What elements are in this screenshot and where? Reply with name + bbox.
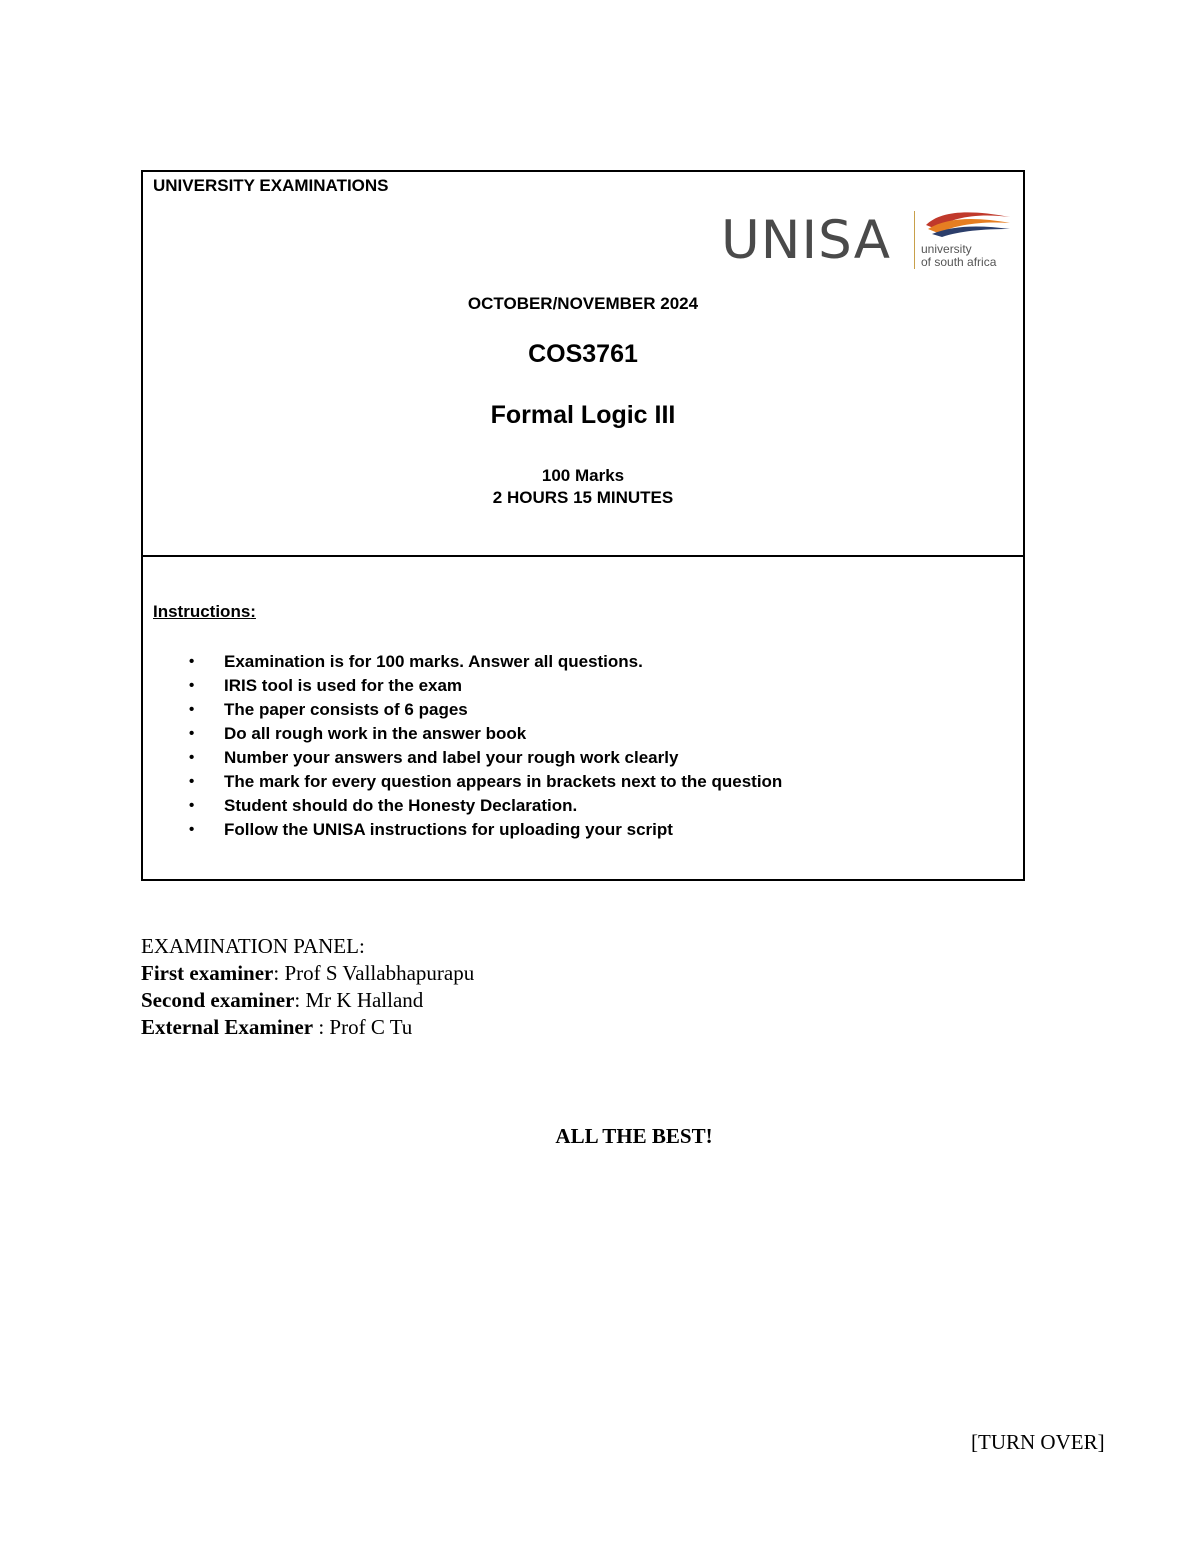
second-examiner	[141, 987, 474, 1014]
second-examiner-label: Second examiner	[141, 988, 295, 1012]
panel-heading: EXAMINATION PANEL:	[141, 934, 365, 958]
exam-period: OCTOBER/NOVEMBER 2024	[467, 294, 699, 313]
instruction-text: IRIS tool is used for the exam	[224, 676, 463, 695]
bullet-icon: •	[189, 677, 195, 694]
list-item	[143, 746, 782, 770]
list-item	[143, 650, 782, 674]
unisa-logo	[721, 205, 1021, 277]
instructions-colon: :	[250, 602, 256, 621]
course-code: COS3761	[528, 340, 638, 368]
list-item	[143, 722, 782, 746]
external-examiner-value: : Prof C Tu	[313, 1015, 413, 1039]
bullet-icon: •	[189, 821, 195, 838]
turn-over-note: [TURN OVER]	[971, 1430, 1105, 1454]
instruction-text: Do all rough work in the answer book	[224, 724, 527, 743]
first-examiner-label: First examiner	[141, 961, 274, 985]
logo-subtitle	[921, 243, 996, 269]
first-examiner	[141, 960, 474, 987]
instruction-text: The mark for every question appears in brackets next to the question	[224, 772, 783, 791]
list-item	[143, 770, 782, 794]
second-examiner-value: : Mr K Halland	[294, 988, 424, 1012]
instruction-text: Follow the UNISA instructions for uploading your script	[224, 820, 673, 839]
instruction-text: Student should do the Honesty Declaration.	[224, 796, 578, 815]
instruction-text: Number your answers and label your rough work clearly	[224, 748, 679, 767]
bullet-icon: •	[189, 797, 195, 814]
swoosh-icon	[918, 207, 1014, 243]
list-item	[143, 818, 782, 842]
exam-duration: 2 HOURS 15 MINUTES	[492, 488, 674, 507]
bullet-icon: •	[189, 653, 195, 670]
logo-sub-line1: university	[921, 242, 972, 256]
external-examiner	[141, 1014, 474, 1041]
instructions-heading-text: Instructions	[153, 602, 251, 621]
logo-divider	[914, 211, 915, 269]
bullet-icon: •	[189, 725, 195, 742]
exam-type-label: UNIVERSITY EXAMINATIONS	[153, 176, 389, 195]
instruction-text: Examination is for 100 marks. Answer all questions.	[224, 652, 643, 671]
bullet-icon: •	[189, 749, 195, 766]
instruction-text: The paper consists of 6 pages	[224, 700, 468, 719]
list-item	[143, 674, 782, 698]
exam-header	[143, 172, 1023, 557]
closing-message: ALL THE BEST!	[555, 1124, 713, 1148]
instructions-heading	[153, 602, 256, 622]
list-item	[143, 698, 782, 722]
bullet-icon: •	[189, 773, 195, 790]
instructions-list	[143, 650, 782, 842]
examination-panel	[141, 933, 474, 1041]
first-examiner-value: : Prof S Vallabhapurapu	[273, 961, 475, 985]
logo-wordmark: UNISA	[721, 210, 891, 271]
course-title: Formal Logic III	[490, 401, 676, 429]
exam-cover-box	[141, 170, 1025, 881]
list-item	[143, 794, 782, 818]
bullet-icon: •	[189, 701, 195, 718]
logo-sub-line2: of south africa	[921, 255, 997, 269]
external-examiner-label: External Examiner	[141, 1015, 314, 1039]
total-marks: 100 Marks	[541, 466, 625, 485]
